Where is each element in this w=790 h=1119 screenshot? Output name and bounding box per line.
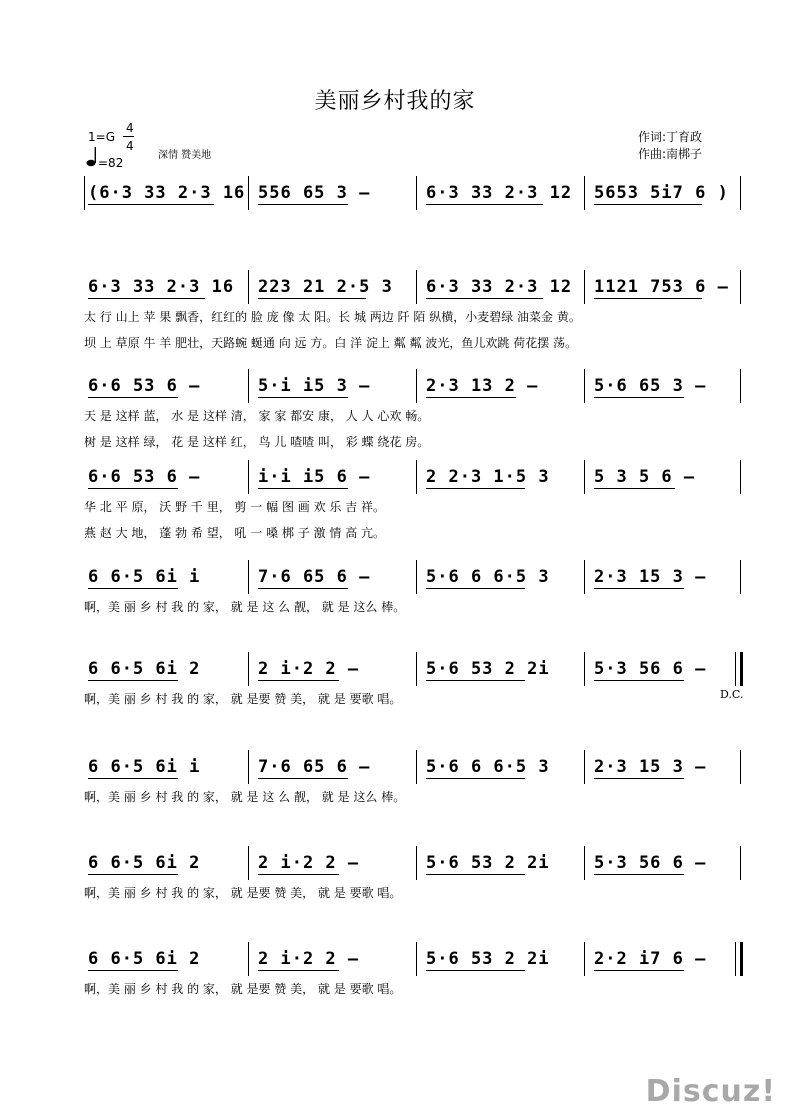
lyrics-verse-1: 啊，美 丽 乡 村 我 的 家， 就 是 这 么 靓， 就 是 这么 棒。: [84, 600, 406, 614]
measure-notes: 2 2·3 1·5 3: [426, 467, 550, 487]
rhythm-underline: [426, 488, 525, 489]
time-signature-top: 4: [126, 121, 134, 135]
barline: [740, 942, 743, 976]
barline: [248, 750, 249, 784]
rhythm-underline: [88, 588, 178, 589]
measure-notes: 5653 5i7 6 ): [594, 183, 729, 203]
rhythm-underline: [258, 588, 348, 589]
barline: [416, 846, 417, 880]
barline: [584, 846, 585, 880]
barline: [584, 652, 585, 686]
rhythm-underline: [88, 874, 178, 875]
rhythm-underline: [594, 204, 702, 205]
rhythm-underline: [594, 298, 702, 299]
measure-notes: 2 i·2 2 –: [258, 949, 360, 969]
rhythm-underline: [258, 970, 339, 971]
rhythm-underline: [258, 488, 348, 489]
key-signature: 1=G: [88, 130, 115, 144]
measure-notes: 5·6 6 6·5 3: [426, 757, 550, 777]
barline: [416, 176, 417, 210]
lyricist-credit: 作词:丁育政: [638, 130, 703, 144]
barline: [416, 652, 417, 686]
expression-marking: 深情 赞美地: [158, 150, 212, 161]
rhythm-underline: [426, 588, 525, 589]
measure-notes: 5·3 56 6 –: [594, 659, 707, 679]
rhythm-underline: [258, 397, 348, 398]
rhythm-underline: [426, 778, 525, 779]
rhythm-underline: [594, 778, 684, 779]
lyrics-verse-1: 啊，美 丽 乡 村 我 的 家， 就 是要 赞 美， 就 是 要歌 唱。: [84, 692, 402, 706]
rhythm-underline: [594, 397, 684, 398]
barline: [248, 652, 249, 686]
measure-notes: 5·3 56 6 –: [594, 853, 707, 873]
measure-notes: 2 i·2 2 –: [258, 659, 360, 679]
rhythm-underline: [88, 680, 178, 681]
rhythm-underline: [594, 680, 684, 681]
measure-notes: 7·6 65 6 –: [258, 757, 371, 777]
measure-notes: 5·6 53 2 2i: [426, 659, 550, 679]
rhythm-underline: [258, 778, 348, 779]
barline: [740, 846, 741, 880]
barline: [584, 560, 585, 594]
rhythm-underline: [426, 204, 543, 205]
barline: [740, 176, 741, 210]
measure-notes: 2·3 15 3 –: [594, 757, 707, 777]
barline: [584, 942, 585, 976]
measure-notes: 6·6 53 6 –: [88, 376, 201, 396]
measure-notes: 2·2 i7 6 –: [594, 949, 707, 969]
barline: [584, 750, 585, 784]
measure-notes: 6·6 53 6 –: [88, 467, 201, 487]
measure-notes: 556 65 3 –: [258, 183, 371, 203]
measure-notes: 6·3 33 2·3 12: [426, 277, 573, 297]
lyrics-verse-1: 天 是 这样 蓝， 水 是 这样 清， 家 家 都安 康， 人 人 心欢 畅。: [84, 409, 430, 423]
measure-notes: 6 6·5 6i 2: [88, 853, 201, 873]
barline: [735, 942, 736, 976]
rhythm-underline: [88, 298, 205, 299]
rhythm-underline: [258, 874, 339, 875]
barline: [740, 560, 741, 594]
barline: [740, 270, 741, 304]
lyrics-verse-2: 燕 赵 大 地， 蓬 勃 希 望， 吼 一 嗓 梆 子 激 情 高 亢。: [84, 526, 386, 540]
quarter-note-icon: [86, 146, 98, 168]
barline: [248, 270, 249, 304]
rhythm-underline: [426, 680, 525, 681]
barline: [584, 270, 585, 304]
measure-notes: 5·i i5 3 –: [258, 376, 371, 396]
time-signature-bottom: 4: [126, 139, 134, 153]
song-title: 美丽乡村我的家: [314, 89, 476, 114]
barline: [584, 369, 585, 403]
lyrics-verse-1: 啊，美 丽 乡 村 我 的 家， 就 是要 赞 美， 就 是 要歌 唱。: [84, 982, 402, 996]
barline: [84, 176, 85, 210]
time-signature-rule: [123, 136, 134, 137]
rhythm-underline: [426, 298, 543, 299]
barline: [740, 369, 741, 403]
measure-notes: 7·6 65 6 –: [258, 567, 371, 587]
measure-notes: 5·6 53 2 2i: [426, 949, 550, 969]
barline: [735, 652, 736, 686]
measure-notes: 6 6·5 6i i: [88, 567, 201, 587]
rhythm-underline: [594, 588, 684, 589]
measure-notes: 223 21 2·5 3: [258, 277, 393, 297]
measure-notes: 5·6 6 6·5 3: [426, 567, 550, 587]
barline: [416, 369, 417, 403]
rhythm-underline: [594, 874, 684, 875]
measure-notes: (6·3 33 2·3 16: [88, 183, 246, 203]
lyrics-verse-2: 树 是 这样 绿， 花 是 这样 红， 鸟 儿 喳喳 叫， 彩 蝶 绕花 房。: [84, 435, 430, 449]
measure-notes: 6·3 33 2·3 16: [88, 277, 235, 297]
measure-notes: 2 i·2 2 –: [258, 853, 360, 873]
barline: [248, 560, 249, 594]
barline: [584, 460, 585, 494]
measure-notes: 5·6 65 3 –: [594, 376, 707, 396]
measure-notes: 1121 753 6 –: [594, 277, 729, 297]
barline: [416, 270, 417, 304]
rhythm-underline: [88, 778, 178, 779]
barline: [740, 460, 741, 494]
rhythm-underline: [426, 970, 525, 971]
rhythm-underline: [426, 397, 516, 398]
barline: [416, 750, 417, 784]
measure-notes: 2·3 15 3 –: [594, 567, 707, 587]
barline: [416, 560, 417, 594]
barline: [584, 176, 585, 210]
rhythm-underline: [88, 488, 178, 489]
measure-notes: 5 3 5 6 –: [594, 467, 696, 487]
da-capo-mark: D.C.: [720, 688, 744, 701]
tempo-marking: =82: [98, 156, 124, 170]
lyrics-verse-2: 坝 上 草原 牛 羊 肥壮，天路蜿 蜒通 向 远 方。白 洋 淀上 粼 粼 波光，鱼儿欢跳 荷花摆 荡。: [84, 336, 578, 350]
lyrics-verse-1: 华 北 平 原， 沃 野 千 里， 剪 一 幅 图 画 欢 乐 吉 祥。: [84, 500, 386, 514]
rhythm-underline: [594, 488, 675, 489]
barline: [248, 460, 249, 494]
barline: [248, 942, 249, 976]
barline: [416, 942, 417, 976]
measure-notes: 2·3 13 2 –: [426, 376, 539, 396]
lyrics-verse-1: 啊，美 丽 乡 村 我 的 家， 就 是 这 么 靓， 就 是 这么 棒。: [84, 790, 406, 804]
barline: [740, 652, 743, 686]
watermark-logo: Discuz!: [645, 1074, 776, 1109]
barline: [248, 846, 249, 880]
rhythm-underline: [88, 397, 178, 398]
barline: [248, 176, 249, 210]
barline: [416, 460, 417, 494]
rhythm-underline: [258, 680, 339, 681]
measure-notes: 6 6·5 6i i: [88, 757, 201, 777]
rhythm-underline: [258, 204, 348, 205]
rhythm-underline: [594, 970, 684, 971]
lyrics-verse-1: 太 行 山上 苹 果 飘香，红红的 脸 庞 像 太 阳。长 城 两边 阡 陌 纵横，小麦碧绿 油菜金 黄。: [84, 310, 581, 324]
composer-credit: 作曲:南梆子: [638, 147, 703, 161]
lyrics-verse-1: 啊，美 丽 乡 村 我 的 家， 就 是要 赞 美， 就 是 要歌 唱。: [84, 886, 402, 900]
barline: [740, 750, 741, 784]
measure-notes: 6 6·5 6i 2: [88, 949, 201, 969]
measure-notes: i·i i5 6 –: [258, 467, 371, 487]
measure-notes: 6 6·5 6i 2: [88, 659, 201, 679]
measure-notes: 5·6 53 2 2i: [426, 853, 550, 873]
rhythm-underline: [88, 970, 178, 971]
measure-notes: 6·3 33 2·3 12: [426, 183, 573, 203]
rhythm-underline: [88, 204, 214, 205]
barline: [248, 369, 249, 403]
rhythm-underline: [426, 874, 525, 875]
rhythm-underline: [258, 298, 366, 299]
